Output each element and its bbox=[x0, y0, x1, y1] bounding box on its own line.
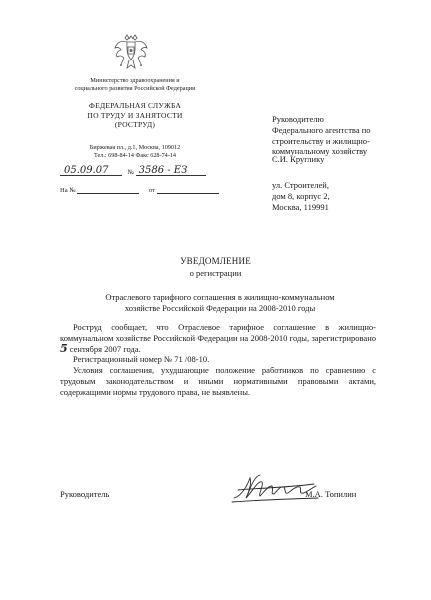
recipient-name: С.И. Круглику bbox=[272, 154, 325, 164]
paragraph-number: Регистрационный номер № 71 /08-10. bbox=[73, 354, 210, 365]
ministry-line: социального развития Российской Федерации bbox=[74, 84, 196, 92]
recipient-line: Федерального агентства по bbox=[272, 124, 371, 135]
handwritten-day: 5 bbox=[60, 341, 68, 355]
agency-address bbox=[60, 144, 210, 160]
to-number-field bbox=[77, 184, 139, 194]
handwritten-number: 3586 - ЕЗ bbox=[138, 165, 188, 176]
agency-line: ПО ТРУДУ И ЗАНЯТОСТИ bbox=[87, 110, 183, 120]
from-label: от bbox=[148, 187, 156, 194]
paragraph-text: Роструд сообщает, что Отраслевое тарифное соглашение в жилищно-коммунальном хозяйстве Российской Федерации на 2008-2010 годы, зарегистрировано bbox=[60, 322, 376, 343]
subject-line: хозяйстве Российской Федерации на 2008-2010 годы bbox=[124, 302, 316, 313]
address-line: Биржевая пл., д.1, Москва, 109012 bbox=[89, 144, 181, 151]
incoming-reference bbox=[60, 184, 220, 194]
from-date-field bbox=[157, 184, 219, 194]
to-number-label: На № bbox=[60, 187, 76, 194]
number-label: № bbox=[127, 169, 134, 176]
coat-of-arms-emblem bbox=[112, 34, 150, 74]
address-line: ул. Строителей, bbox=[272, 180, 329, 190]
paragraph-registration bbox=[60, 322, 376, 354]
address-line: Москва, 119991 bbox=[272, 201, 329, 212]
handwritten-date: 05.09.07 bbox=[64, 165, 109, 176]
signatory-name: М.А. Топилин bbox=[305, 489, 357, 499]
agency-line: ФЕДЕРАЛЬНАЯ СЛУЖБА bbox=[88, 101, 182, 110]
recipient-line: строительству и жилищно- bbox=[272, 135, 370, 146]
notice-body bbox=[60, 322, 376, 398]
handwritten-signature bbox=[228, 472, 320, 504]
paragraph-text: сентября 2007 года. bbox=[69, 343, 141, 354]
address-line: дом 8, корпус 2, bbox=[272, 190, 330, 201]
number-field bbox=[136, 166, 206, 176]
recipient-block bbox=[272, 114, 422, 157]
paragraph-conditions: Условия соглашения, ухудшающие положение работников по сравнению с трудовым законодательством и иными нормативными правовыми актами, содержащими нормы трудового права, не выявлены. bbox=[60, 365, 376, 397]
agency-line: (РОСТРУД) bbox=[114, 120, 156, 129]
outgoing-reference bbox=[60, 166, 220, 176]
ministry-line: Министерство здравоохранения и bbox=[90, 77, 180, 84]
date-field bbox=[60, 166, 122, 176]
agency-name bbox=[60, 101, 210, 130]
recipient-line: Руководителю bbox=[272, 114, 324, 124]
notice-title: УВЕДОМЛЕНИЕ bbox=[180, 256, 251, 266]
notice-subtitle: о регистрации bbox=[189, 268, 242, 278]
subject-line: Отраслевого тарифного соглашения в жилищно-коммунальном bbox=[105, 292, 335, 302]
recipient-line: коммунальному хозяйству bbox=[272, 146, 368, 157]
notice-subject bbox=[60, 292, 380, 314]
address-line: Тел.: 698-84-14 Факс 628-74-14 bbox=[93, 152, 177, 159]
recipient-address bbox=[272, 180, 422, 212]
signatory-title: Руководитель bbox=[60, 489, 110, 499]
ministry-header bbox=[60, 77, 210, 93]
